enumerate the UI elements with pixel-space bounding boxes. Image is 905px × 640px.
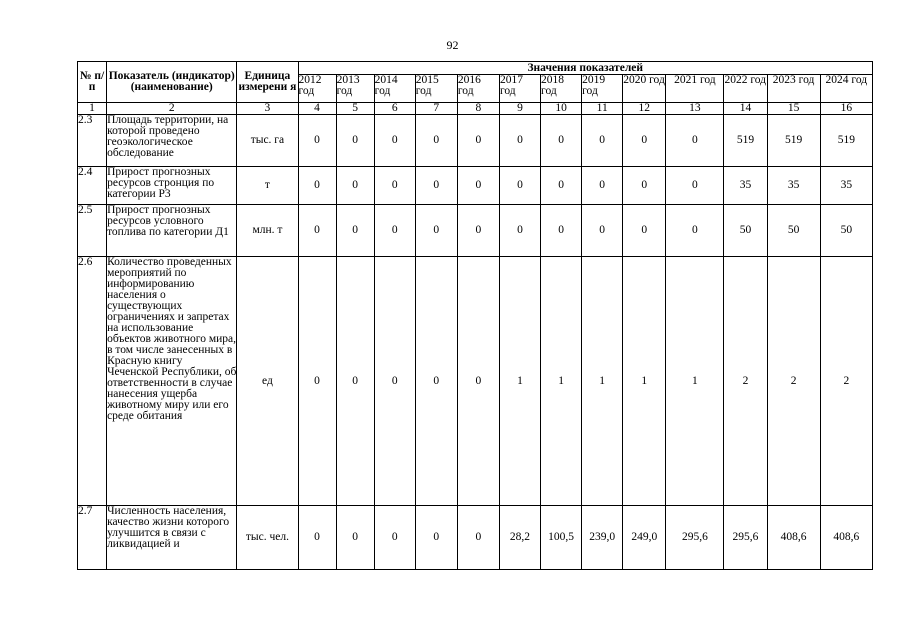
row-value: 50 bbox=[767, 205, 820, 257]
row-number: 2.4 bbox=[78, 167, 107, 205]
table-row bbox=[78, 167, 873, 205]
table-row bbox=[78, 257, 873, 506]
row-value: 0 bbox=[623, 205, 666, 257]
row-value: 0 bbox=[336, 506, 374, 570]
header-year: 2023 год bbox=[767, 75, 820, 103]
row-value: 0 bbox=[415, 205, 457, 257]
header-values-group: Значения показателей bbox=[298, 62, 873, 75]
row-value: 0 bbox=[374, 257, 415, 506]
row-value: 0 bbox=[457, 257, 499, 506]
row-value: 0 bbox=[336, 167, 374, 205]
row-value: 0 bbox=[336, 205, 374, 257]
page-number: 92 bbox=[446, 38, 459, 52]
row-value: 519 bbox=[820, 115, 872, 167]
header-year: 2017 год bbox=[499, 75, 540, 103]
row-value: 35 bbox=[820, 167, 872, 205]
row-value: 0 bbox=[666, 205, 724, 257]
column-index: 8 bbox=[457, 103, 499, 115]
row-value: 0 bbox=[666, 115, 724, 167]
row-value: 50 bbox=[724, 205, 767, 257]
row-value: 0 bbox=[374, 506, 415, 570]
row-value: 0 bbox=[374, 115, 415, 167]
row-value: 0 bbox=[298, 506, 336, 570]
row-value: 0 bbox=[541, 115, 582, 167]
header-indicator: Показатель (индикатор) (наименование) bbox=[107, 62, 237, 103]
row-value: 239,0 bbox=[582, 506, 623, 570]
row-value: 1 bbox=[582, 257, 623, 506]
row-value: 28,2 bbox=[499, 506, 540, 570]
row-value: 408,6 bbox=[767, 506, 820, 570]
row-value: 2 bbox=[724, 257, 767, 506]
row-value: 100,5 bbox=[541, 506, 582, 570]
column-index-row bbox=[78, 103, 873, 115]
row-value: 1 bbox=[623, 257, 666, 506]
column-index: 3 bbox=[237, 103, 298, 115]
table-row bbox=[78, 506, 873, 570]
row-value: 0 bbox=[623, 167, 666, 205]
row-value: 295,6 bbox=[666, 506, 724, 570]
row-value: 1 bbox=[666, 257, 724, 506]
row-number: 2.6 bbox=[78, 257, 107, 506]
row-value: 50 bbox=[820, 205, 872, 257]
row-value: 0 bbox=[499, 205, 540, 257]
row-value: 0 bbox=[336, 115, 374, 167]
row-indicator-name: Прирост прогнозных ресурсов условного топлива по категории Д1 bbox=[107, 205, 237, 257]
row-value: 0 bbox=[666, 167, 724, 205]
row-unit: ед bbox=[237, 257, 298, 506]
row-value: 0 bbox=[457, 167, 499, 205]
header-year: 2018 год bbox=[541, 75, 582, 103]
column-index: 13 bbox=[666, 103, 724, 115]
row-value: 1 bbox=[541, 257, 582, 506]
row-number: 2.7 bbox=[78, 506, 107, 570]
row-unit: млн. т bbox=[237, 205, 298, 257]
column-index: 12 bbox=[623, 103, 666, 115]
row-value: 519 bbox=[724, 115, 767, 167]
row-indicator-name: Прирост прогнозных ресурсов стронция по категории Р3 bbox=[107, 167, 237, 205]
row-value: 0 bbox=[623, 115, 666, 167]
row-value: 0 bbox=[336, 257, 374, 506]
row-value: 295,6 bbox=[724, 506, 767, 570]
row-value: 2 bbox=[767, 257, 820, 506]
row-value: 0 bbox=[374, 205, 415, 257]
column-index: 2 bbox=[107, 103, 237, 115]
row-number: 2.5 bbox=[78, 205, 107, 257]
row-value: 0 bbox=[499, 115, 540, 167]
column-index: 4 bbox=[298, 103, 336, 115]
indicators-table bbox=[77, 61, 873, 570]
column-index: 10 bbox=[541, 103, 582, 115]
row-value: 0 bbox=[582, 205, 623, 257]
row-value: 0 bbox=[415, 167, 457, 205]
column-index: 5 bbox=[336, 103, 374, 115]
row-indicator-name: Численность населения, качество жизни которого улучшится в связи с ликвидацией и bbox=[107, 506, 237, 570]
row-value: 0 bbox=[541, 205, 582, 257]
header-year: 2019 год bbox=[582, 75, 623, 103]
row-value: 0 bbox=[582, 115, 623, 167]
row-value: 0 bbox=[499, 167, 540, 205]
row-unit: т bbox=[237, 167, 298, 205]
row-unit: тыс. чел. bbox=[237, 506, 298, 570]
row-number: 2.3 bbox=[78, 115, 107, 167]
row-value: 0 bbox=[582, 167, 623, 205]
row-value: 0 bbox=[298, 205, 336, 257]
column-index: 6 bbox=[374, 103, 415, 115]
column-index: 1 bbox=[78, 103, 107, 115]
column-index: 9 bbox=[499, 103, 540, 115]
row-value: 2 bbox=[820, 257, 872, 506]
column-index: 11 bbox=[582, 103, 623, 115]
row-value: 408,6 bbox=[820, 506, 872, 570]
header-unit: Единица измерени я bbox=[237, 62, 298, 103]
row-value: 0 bbox=[457, 115, 499, 167]
table-row bbox=[78, 115, 873, 167]
row-value: 0 bbox=[415, 115, 457, 167]
row-value: 0 bbox=[298, 167, 336, 205]
header-year: 2020 год bbox=[623, 75, 666, 103]
row-value: 0 bbox=[298, 257, 336, 506]
header-year: 2012 год bbox=[298, 75, 336, 103]
row-value: 0 bbox=[298, 115, 336, 167]
column-index: 7 bbox=[415, 103, 457, 115]
row-value: 35 bbox=[767, 167, 820, 205]
row-value: 519 bbox=[767, 115, 820, 167]
row-indicator-name: Количество проведенных мероприятий по информированию населения о существующих ограничениях и запретах на использование объектов животного мира, в том числе занесенных в Красную книгу Чеченской Республики, об ответственности в случае нанесения ущерба животному миру или его среде обитания bbox=[107, 257, 237, 506]
row-value: 0 bbox=[541, 167, 582, 205]
row-value: 0 bbox=[457, 506, 499, 570]
header-num: № п/п bbox=[78, 62, 107, 103]
column-index: 15 bbox=[767, 103, 820, 115]
row-value: 0 bbox=[415, 257, 457, 506]
row-indicator-name: Площадь территории, на которой проведено геоэкологическое обследование bbox=[107, 115, 237, 167]
row-value: 0 bbox=[415, 506, 457, 570]
table-row bbox=[78, 205, 873, 257]
header-year: 2016 год bbox=[457, 75, 499, 103]
header-year: 2021 год bbox=[666, 75, 724, 103]
row-value: 249,0 bbox=[623, 506, 666, 570]
column-index: 14 bbox=[724, 103, 767, 115]
row-value: 0 bbox=[457, 205, 499, 257]
header-year: 2015 год bbox=[415, 75, 457, 103]
row-unit: тыс. га bbox=[237, 115, 298, 167]
row-value: 1 bbox=[499, 257, 540, 506]
header-year: 2024 год bbox=[820, 75, 872, 103]
header-year: 2022 год bbox=[724, 75, 767, 103]
header-year: 2014 год bbox=[374, 75, 415, 103]
column-index: 16 bbox=[820, 103, 872, 115]
header-year: 2013 год bbox=[336, 75, 374, 103]
row-value: 35 bbox=[724, 167, 767, 205]
row-value: 0 bbox=[374, 167, 415, 205]
